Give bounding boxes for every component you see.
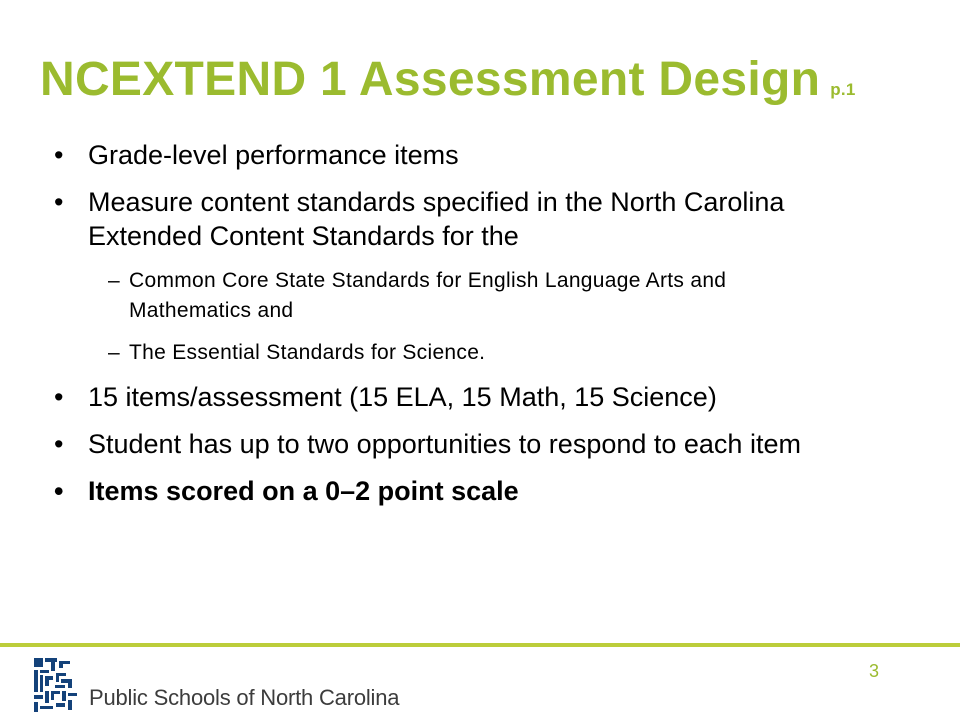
sub-bullet-marker: – xyxy=(108,269,120,292)
bullet-list xyxy=(52,138,852,521)
bullet-marker: • xyxy=(54,140,64,170)
bullet-text: Items scored on a 0–2 point scale xyxy=(88,476,519,506)
bullet-text: Grade-level performance items xyxy=(88,140,459,170)
bullet-text: Measure content standards specified in the North Carolina Extended Content Standards for the xyxy=(88,187,785,251)
bullet-text: 15 items/assessment (15 ELA, 15 Math, 15 Science) xyxy=(88,382,717,412)
bullet-item-emphasized xyxy=(52,474,852,508)
sub-bullet-text: Common Core State Standards for English Language Arts and Mathematics and xyxy=(129,269,727,322)
organization-name: Public Schools of North Carolina xyxy=(89,685,400,710)
bullet-item xyxy=(52,185,852,253)
sub-bullet-marker: – xyxy=(108,341,120,364)
slide-title-text: NCEXTEND 1 Assessment Design xyxy=(40,53,821,106)
bullet-item xyxy=(52,380,852,414)
sub-bullet-item xyxy=(52,338,852,368)
bullet-item xyxy=(52,427,852,461)
page-number: 3 xyxy=(869,661,880,681)
sub-bullet-item xyxy=(52,266,852,326)
bullet-marker: • xyxy=(54,429,64,459)
bullet-marker: • xyxy=(54,382,64,412)
bullet-text: Student has up to two opportunities to respond to each item xyxy=(88,429,801,459)
footer-divider xyxy=(0,643,960,647)
ncdpi-logo-icon xyxy=(34,658,80,712)
bullet-marker: • xyxy=(54,187,64,217)
sub-bullet-text: The Essential Standards for Science. xyxy=(129,341,486,364)
slide-title-page-ref: p.1 xyxy=(830,80,856,99)
slide-title xyxy=(40,53,856,106)
bullet-item xyxy=(52,138,852,172)
bullet-marker: • xyxy=(54,476,64,506)
